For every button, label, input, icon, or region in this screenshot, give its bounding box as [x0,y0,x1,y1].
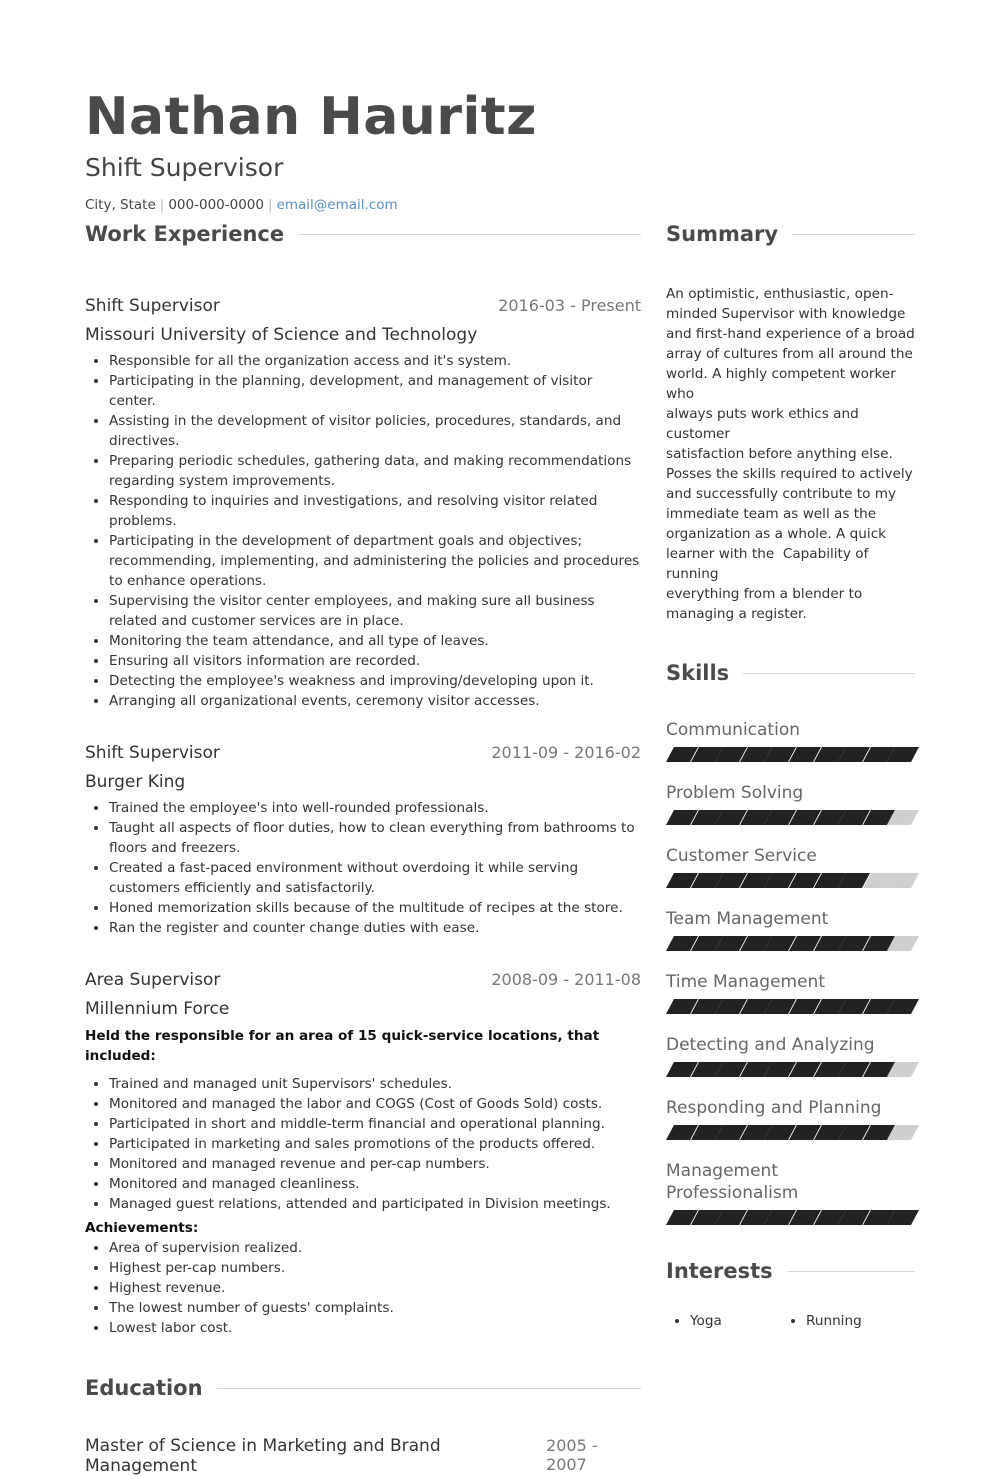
list-item: • Trained and managed unit Supervisors' schedules. [109,1074,641,1094]
company-name: Missouri University of Science and Technology [85,325,478,345]
list-item: • Taught all aspects of floor duties, how to clean everything from bathrooms to floors and freezers. [109,818,641,858]
job-dates: 2016-03 - Present [498,296,641,315]
list-item: • Ensuring all visitors information are recorded. [109,651,641,671]
job-entry [85,970,641,1338]
list-item: • Participating in the development of department goals and objectives; recommending, implementing, and administering the policies and procedures to enhance operations. [109,531,641,591]
responsibility-list [85,798,641,938]
skill-level-bar [666,747,915,762]
skill-name: Communication [666,720,800,740]
section-title: Skills [666,661,730,685]
list-item: • Supervising the visitor center employees, and making sure all business related and customer services are in place. [109,591,641,631]
list-item: • Honed memorization skills because of the multitude of recipes at the store. [109,898,641,918]
skill-item [666,1097,915,1140]
list-item: • Created a fast-paced environment without overdoing it while serving customers efficiently and satisfactorily. [109,858,641,898]
list-item: • Ran the register and counter change duties with ease. [109,918,641,938]
list-item: • Highest per-cap numbers. [109,1258,641,1278]
list-item: • Monitored and managed the labor and COGS (Cost of Goods Sold) costs. [109,1094,641,1114]
contact-phone: 000-000-0000 [168,197,264,213]
education-list [85,1436,641,1476]
list-item: • Lowest labor cost. [109,1318,641,1338]
skill-level-bar [666,1125,915,1140]
education-row [85,1436,641,1476]
skill-item [666,971,915,1014]
interests-heading [666,1255,915,1287]
job-title: Area Supervisor [85,970,221,990]
company-name: Burger King [85,772,186,792]
skill-item [666,908,915,951]
responsibility-list [85,351,641,711]
skills-list [666,719,915,1225]
job-intro: Held the responsible for an area of 15 quick-service locations, that included: [85,1028,600,1064]
skill-item [666,1160,915,1225]
left-column [85,218,641,1476]
skill-level-bar [666,873,915,888]
list-item: • Responding to inquiries and investigations, and resolving visitor related problems. [109,491,641,531]
section-divider [217,1388,641,1389]
summary-heading [666,218,915,250]
candidate-name: Nathan Hauritz [85,87,537,147]
education-entry [85,1436,641,1476]
section-title: Education [85,1376,203,1400]
achievements-label: Achievements: [85,1220,199,1236]
contact-separator: | [267,197,273,213]
list-item: • Detecting the employee's weakness and improving/developing upon it. [109,671,641,691]
job-header-row [85,970,641,990]
summary-text: An optimistic, enthusiastic, open- minded Supervisor with knowledge and first-hand experience of a broad array of cultures from all around the world. A highly competent worker who always puts work ethics and customer satisfaction before anything else. Posses the skills required to actively and successfully contribute to my immediate team as well as the organization as a whole. A quick learner with the Capability of running everything from a blender to managing a register. [666,286,915,622]
skill-name: Problem Solving [666,783,804,803]
interests-list [666,1313,915,1329]
degree-name: Master of Science in Marketing and Brand Management [85,1436,441,1476]
job-header-row [85,296,641,316]
skill-name: Responding and Planning [666,1098,882,1118]
job-entry [85,296,641,711]
resume-header [85,84,915,214]
job-dates: 2011-09 - 2016-02 [491,743,641,762]
skill-item [666,719,915,762]
education-dates: 2005 - 2007 [546,1436,598,1474]
list-item: • Monitored and managed revenue and per-cap numbers. [109,1154,641,1174]
section-divider [787,1271,915,1272]
interest-item: • Running [806,1313,898,1329]
list-item: • Responsible for all the organization access and it's system. [109,351,641,371]
section-title: Interests [666,1259,773,1283]
list-item: • Trained the employee's into well-rounded professionals. [109,798,641,818]
list-item: • The lowest number of guests' complaints. [109,1298,641,1318]
list-item: • Participated in short and middle-term financial and operational planning. [109,1114,641,1134]
skill-name: Management Professionalism [666,1161,799,1203]
achievements-list [85,1238,641,1338]
skill-name: Time Management [666,972,825,992]
contact-city: City, State [85,197,156,213]
list-item: • Monitoring the team attendance, and all type of leaves. [109,631,641,651]
list-item: • Highest revenue. [109,1278,641,1298]
job-dates: 2008-09 - 2011-08 [491,970,641,989]
job-entry [85,743,641,938]
section-divider [298,234,641,235]
interest-item: • Yoga [690,1313,782,1329]
skill-level-bar [666,1210,915,1225]
section-title: Summary [666,222,779,246]
skill-name: Detecting and Analyzing [666,1035,875,1055]
skill-level-bar [666,810,915,825]
list-item: • Assisting in the development of visitor policies, procedures, standards, and directives. [109,411,641,451]
work-experience-list [85,296,641,1338]
list-item: • Monitored and managed cleanliness. [109,1174,641,1194]
section-title: Work Experience [85,222,285,246]
contact-line [85,196,915,214]
skill-name: Team Management [666,909,829,929]
contact-email-link[interactable]: email@email.com [276,197,398,213]
skill-name: Customer Service [666,846,817,866]
responsibility-list [85,1074,641,1214]
right-column [666,218,915,1329]
job-header-row [85,743,641,763]
list-item: • Arranging all organizational events, ceremony visitor accesses. [109,691,641,711]
list-item: • Participating in the planning, development, and management of visitor center. [109,371,641,411]
skills-section [666,657,915,1225]
skill-item [666,782,915,825]
list-item: • Area of supervision realized. [109,1238,641,1258]
company-name: Millennium Force [85,999,230,1019]
skill-item [666,845,915,888]
skill-level-bar [666,1062,915,1077]
skill-item [666,1034,915,1077]
list-item: • Managed guest relations, attended and participated in Division meetings. [109,1194,641,1214]
interests-section [666,1255,915,1329]
skill-level-bar [666,936,915,951]
list-item: • Preparing periodic schedules, gathering data, and making recommendations regarding system improvements. [109,451,641,491]
list-item: • Participated in marketing and sales promotions of the products offered. [109,1134,641,1154]
section-divider [743,673,915,674]
candidate-title: Shift Supervisor [85,153,284,182]
education-heading [85,1372,641,1404]
skills-heading [666,657,915,689]
job-title: Shift Supervisor [85,743,220,763]
skill-level-bar [666,999,915,1014]
job-title: Shift Supervisor [85,296,220,316]
contact-separator: | [159,197,165,213]
work-experience-heading [85,218,641,250]
section-divider [792,234,915,235]
